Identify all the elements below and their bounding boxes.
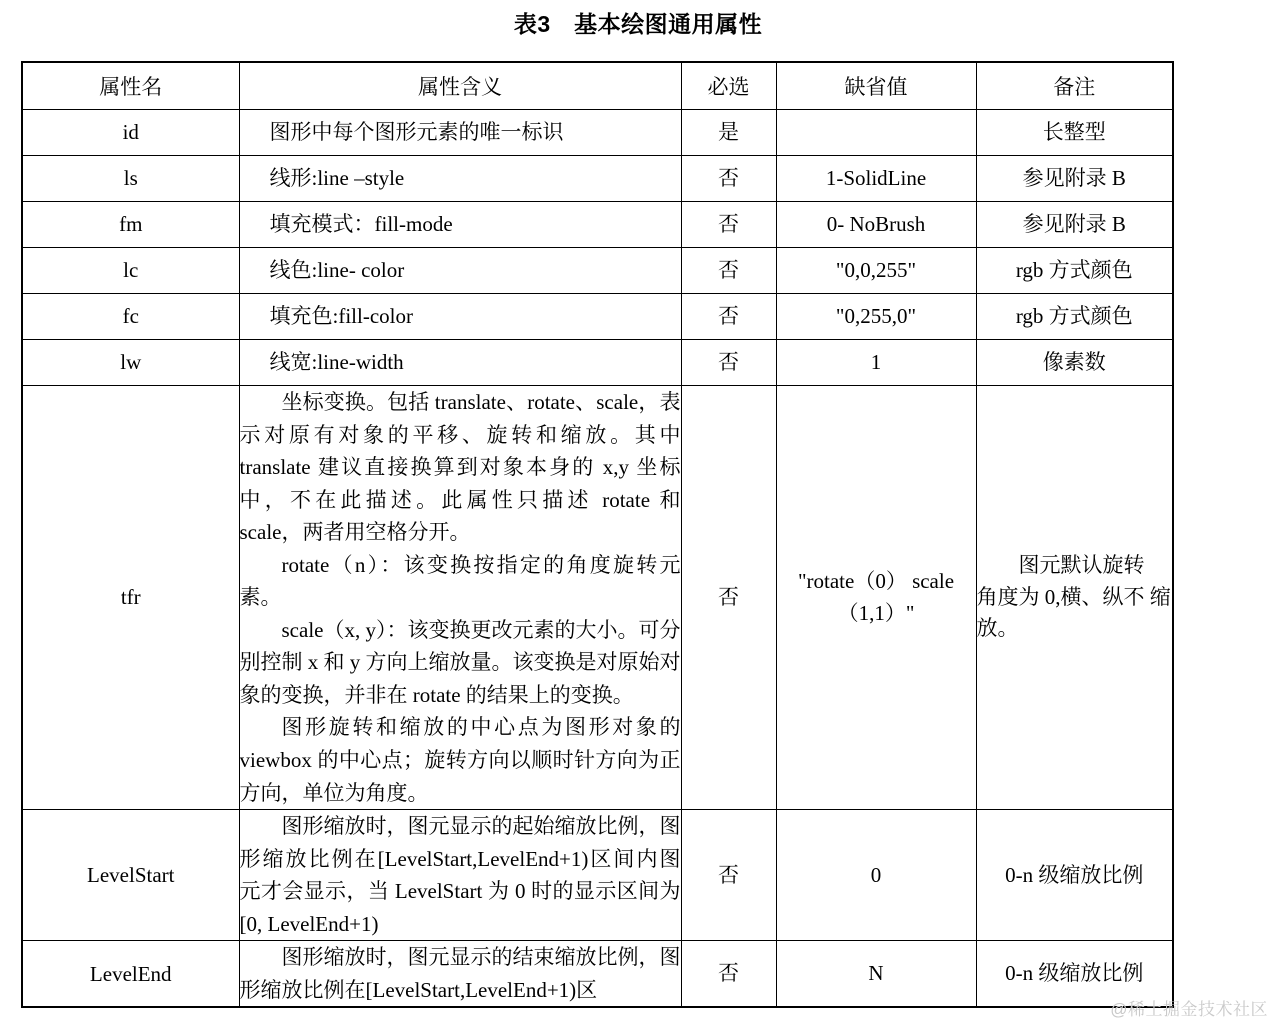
cell-default-value: 0- NoBrush [776, 202, 976, 248]
cell-default-value: N [776, 941, 976, 1008]
cell-attribute-meaning: 图形中每个图形元素的唯一标识 [239, 110, 681, 156]
general-drawing-attributes-table [21, 61, 1174, 1008]
cell-note [976, 386, 1173, 810]
cell-required: 否 [681, 248, 776, 294]
cell-attribute-meaning [239, 386, 681, 810]
cell-default-value: "0,0,255" [776, 248, 976, 294]
cell-attribute-name: id [22, 110, 239, 156]
note-line: 缩放。 [976, 584, 1171, 641]
default-value-line: （1,1）" [837, 600, 915, 625]
cell-note: 长整型 [976, 110, 1173, 156]
cell-attribute-name: LevelEnd [22, 941, 239, 1008]
table-row [22, 294, 1173, 340]
cell-attribute-meaning: 线色:line- color [239, 248, 681, 294]
table-container [21, 61, 1172, 1008]
table-row [22, 810, 1173, 941]
default-value-line: "rotate（0） scale [797, 569, 955, 594]
cell-note: 0-n 级缩放比例 [976, 941, 1173, 1008]
meaning-paragraph: 图形旋转和缩放的中心点为图形对象的 viewbox 的中心点；旋转方向以顺时针方向为正方向，单位为角度。 [239, 715, 681, 805]
cell-note: 参见附录 B [976, 202, 1173, 248]
meaning-paragraph: scale（x, y）：该变换更改元素的大小。可分别控制 x 和 y 方向上缩放量。该变换是对原始对象的变换，并非在 rotate 的结果上的变换。 [239, 617, 681, 707]
cell-note: 0-n 级缩放比例 [976, 810, 1173, 941]
note-line: 图元默认旋转 [1018, 553, 1145, 578]
cell-attribute-name: fm [22, 202, 239, 248]
column-header-required: 必选 [681, 62, 776, 110]
meaning-paragraph: 图形缩放时，图元显示的起始缩放比例，图形缩放比例在[LevelStart,LevelEnd+1)区间内图元才会显示，当 LevelStart 为 0 时的显示区间为[0, LevelEnd+1) [239, 814, 681, 936]
column-header-default-value: 缺省值 [776, 62, 976, 110]
cell-attribute-name: LevelStart [22, 810, 239, 941]
cell-required: 否 [681, 340, 776, 386]
cell-attribute-name: fc [22, 294, 239, 340]
cell-required: 是 [681, 110, 776, 156]
table-row [22, 386, 1173, 810]
cell-required: 否 [681, 156, 776, 202]
meaning-paragraph: 图形缩放时，图元显示的结束缩放比例，图形缩放比例在[LevelStart,LevelEnd+1)区 [239, 945, 681, 1002]
cell-attribute-name: tfr [22, 386, 239, 810]
meaning-paragraph: rotate（n）：该变换按指定的角度旋转元素。 [239, 552, 681, 610]
cell-default-value [776, 110, 976, 156]
table-row [22, 202, 1173, 248]
column-header-attribute-meaning: 属性含义 [239, 62, 681, 110]
cell-required: 否 [681, 386, 776, 810]
table-row [22, 248, 1173, 294]
cell-attribute-meaning: 线宽:line-width [239, 340, 681, 386]
meaning-paragraph: 坐标变换。包括 translate、rotate、scale，表示对原有对象的平移、旋转和缩放。其中 translate 建议直接换算到对象本身的 x,y 坐标中，不在此描述。此属性只描述 rotate 和 scale，两者用空格分开。 [239, 390, 681, 545]
cell-attribute-meaning: 填充模式：fill-mode [239, 202, 681, 248]
cell-default-value: 1 [776, 340, 976, 386]
column-header-note: 备注 [976, 62, 1173, 110]
cell-attribute-name: lw [22, 340, 239, 386]
page-title: 表3 基本绘图通用属性 [513, 11, 763, 37]
note-line: 角度为 0,横、纵不 [976, 584, 1145, 609]
table-header-row [22, 62, 1173, 110]
cell-attribute-meaning: 填充色:fill-color [239, 294, 681, 340]
cell-default-value: "0,255,0" [776, 294, 976, 340]
cell-note: 参见附录 B [976, 156, 1173, 202]
watermark: @稀土掘金技术社区 [1110, 1000, 1268, 1019]
cell-required: 否 [681, 810, 776, 941]
table-row [22, 340, 1173, 386]
cell-attribute-meaning [239, 941, 681, 1008]
cell-default-value [776, 386, 976, 810]
table-row [22, 156, 1173, 202]
cell-attribute-meaning: 线形:line –style [239, 156, 681, 202]
cell-attribute-name: lc [22, 248, 239, 294]
cell-attribute-name: ls [22, 156, 239, 202]
table-row [22, 941, 1173, 1008]
cell-required: 否 [681, 202, 776, 248]
cell-required: 否 [681, 941, 776, 1008]
column-header-attribute-name: 属性名 [22, 62, 239, 110]
cell-attribute-meaning [239, 810, 681, 941]
cell-default-value: 1-SolidLine [776, 156, 976, 202]
cell-note: 像素数 [976, 340, 1173, 386]
cell-note: rgb 方式颜色 [976, 248, 1173, 294]
cell-note: rgb 方式颜色 [976, 294, 1173, 340]
cell-required: 否 [681, 294, 776, 340]
cell-default-value: 0 [776, 810, 976, 941]
table-row [22, 110, 1173, 156]
